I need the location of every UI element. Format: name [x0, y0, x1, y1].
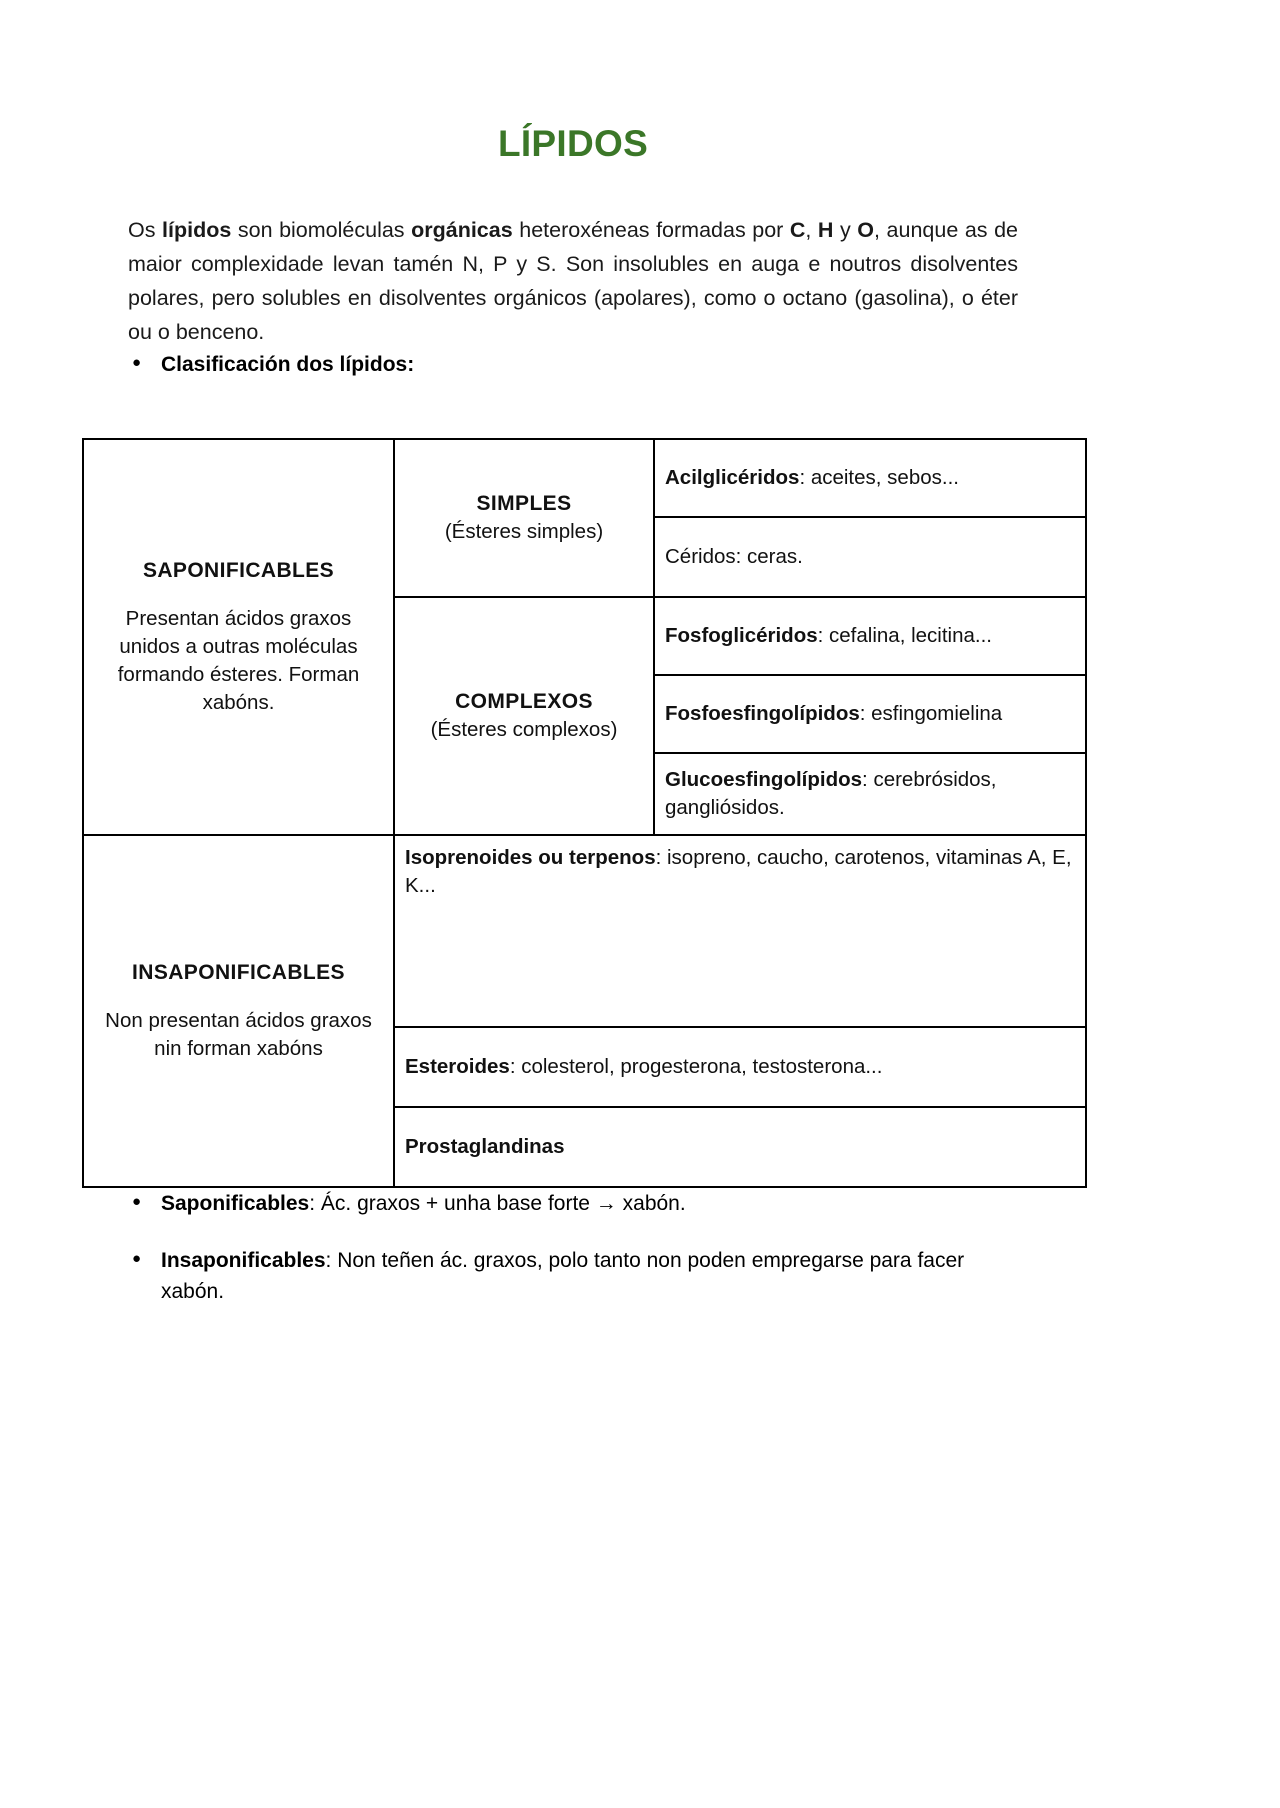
page-title: LÍPIDOS: [497, 123, 649, 164]
bullet-label: Clasificación dos lípidos:: [161, 353, 415, 376]
item-rest-esteroides: : colesterol, progesterona, testosterona...: [509, 1055, 883, 1078]
cell-item-acilgliceridos: [654, 439, 1086, 517]
group-title-simples: SIMPLES: [476, 492, 572, 515]
item-rest-glucoesfingolipidos: : cerebrósidos, gangliósidos.: [665, 768, 997, 819]
cell-item-prostaglandinas: [394, 1107, 1086, 1187]
cell-group-complexos: [394, 597, 654, 835]
cell-item-fosfoesfingolipidos: [654, 675, 1086, 753]
intro-bold-lipidos: lípidos: [162, 218, 232, 242]
group-subtitle-simples: (Ésteres simples): [444, 520, 604, 543]
intro-text-run: Os: [128, 218, 163, 242]
intro-bold-h: H: [817, 218, 834, 242]
cell-item-fosfogliceridos: [654, 597, 1086, 675]
cell-item-isoprenoides: [394, 835, 1086, 1027]
cell-category-saponificables: [83, 439, 394, 835]
cell-group-simples: [394, 439, 654, 597]
item-rest-ceridos: : ceras.: [735, 545, 803, 568]
bullet-label-insaponificables: Insaponificables: [161, 1249, 326, 1272]
classification-bullet-list: [128, 349, 1018, 380]
intro-bold-c: C: [789, 218, 806, 242]
category-title-insaponificables: INSAPONIFICABLES: [132, 961, 345, 984]
intro-bold-organicas: orgánicas: [411, 218, 513, 242]
cell-item-ceridos: [654, 517, 1086, 597]
intro-bold-o: O: [857, 218, 875, 242]
bullet-saponificables: [128, 1188, 1018, 1219]
category-description-saponificables: Presentan ácidos graxos unidos a outras moléculas formando ésteres. Forman xabóns.: [117, 607, 360, 714]
item-rest-fosfogliceridos: : cefalina, lecitina...: [817, 624, 992, 647]
item-name-esteroides: Esteroides: [405, 1055, 510, 1078]
item-rest-acilgliceridos: : aceites, sebos...: [799, 466, 959, 489]
bullet-clasificacion: [128, 349, 1018, 380]
classification-table: [82, 438, 1087, 1188]
table-row: [83, 835, 1086, 1027]
bullet-insaponificables: [128, 1245, 1018, 1307]
item-rest-isoprenoides: : isopreno, caucho, carotenos, vitaminas A, E, K...: [405, 846, 1072, 897]
category-title-saponificables: SAPONIFICABLES: [142, 559, 335, 582]
intro-text-run: , aunque as de maior complexidade levan tamén N, P y S. Son insolubles en auga e noutros disolventes polares, pero solubles en disolventes orgánicos (apolares), como o octano (gasolina), o éter ou o benceno.: [128, 218, 1019, 344]
intro-text-run: heteroxéneas formadas por: [512, 218, 790, 242]
intro-paragraph: [128, 165, 1018, 349]
cell-item-esteroides: [394, 1027, 1086, 1107]
intro-text-run: ,: [805, 218, 818, 242]
item-name-glucoesfingolipidos: Glucoesfingolípidos: [665, 768, 863, 791]
table-row: [83, 439, 1086, 517]
intro-text-run: son biomoléculas: [231, 218, 412, 242]
item-name-ceridos: Céridos: [665, 545, 736, 568]
intro-text-run: y: [833, 218, 858, 242]
item-name-prostaglandinas: Prostaglandinas: [405, 1135, 565, 1158]
cell-category-insaponificables: [83, 835, 394, 1187]
bullet-text-insaponificables: : Non teñen ác. graxos, polo tanto non poden empregarse para facer xabón.: [161, 1249, 965, 1303]
item-name-isoprenoides: Isoprenoides ou terpenos: [405, 846, 656, 869]
item-name-fosfoesfingolipidos: Fosfoesfingolípidos: [665, 702, 860, 725]
item-name-fosfogliceridos: Fosfoglicéridos: [665, 624, 818, 647]
classification-table-wrapper: [82, 438, 1072, 1188]
summary-bullet-list: [128, 1188, 1018, 1307]
category-description-insaponificables: Non presentan ácidos graxos nin forman xabóns: [105, 1009, 372, 1060]
cell-item-glucoesfingolipidos: [654, 753, 1086, 835]
item-name-acilgliceridos: Acilglicéridos: [665, 466, 800, 489]
bullet-label-saponificables: Saponificables: [161, 1192, 310, 1215]
group-title-complexos: COMPLEXOS: [455, 690, 593, 713]
group-subtitle-complexos: (Ésteres complexos): [430, 718, 618, 741]
bullet-text-saponificables: : Ác. graxos + unha base forte → xabón.: [309, 1192, 686, 1215]
item-rest-fosfoesfingolipidos: : esfingomielina: [859, 702, 1003, 725]
document-content: [105, 0, 1072, 1333]
